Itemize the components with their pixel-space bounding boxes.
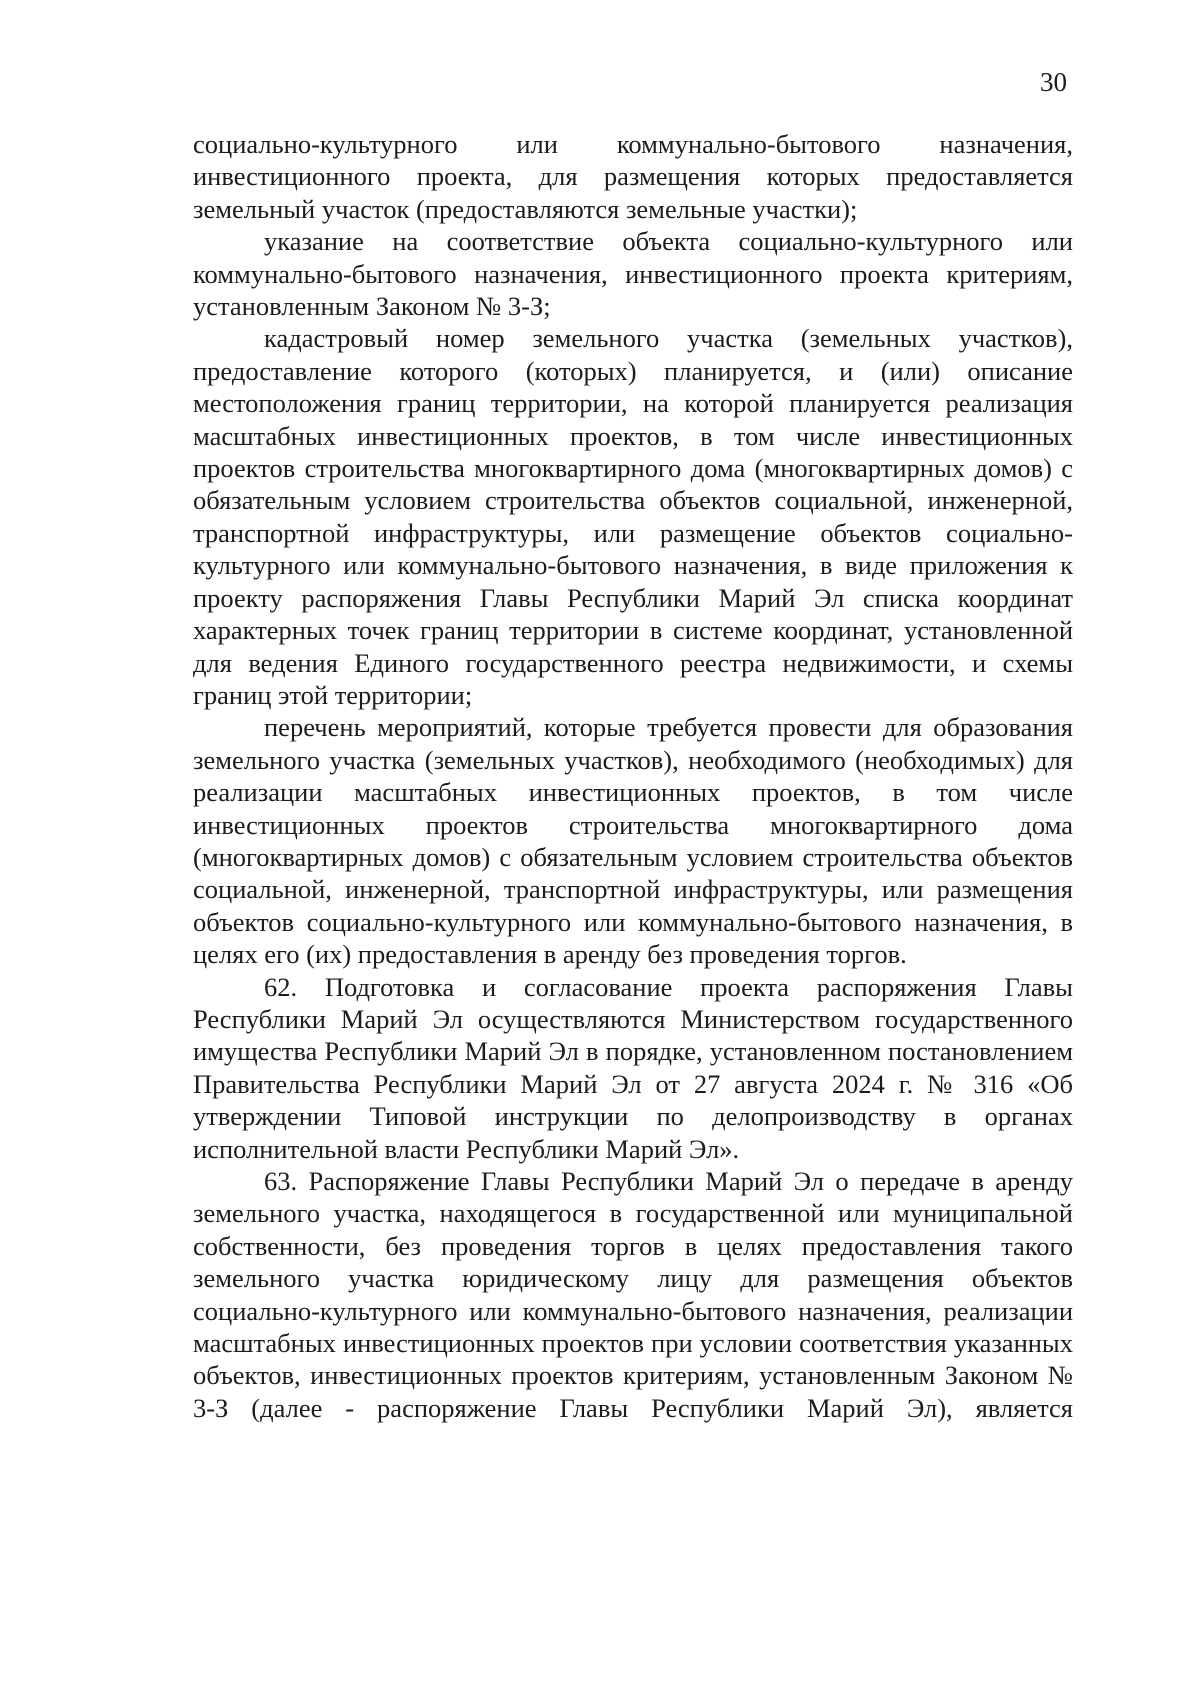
paragraph-cadastral-number: кадастровый номер земельного участка (земельных участков), предоставление которого (которых) планируется, и (или) описание местоположения границ территории, на которой планируется реализация масштабных инвестиционных проектов, в том числе инвестиционных проектов строительства многоквартирного дома (многоквартирных домов) с обязательным условием строительства объектов социальной, инженерной, транспортной инфраструктуры, или размещение объектов социально-культурного или коммунально-бытового назначения, в виде приложения к проекту распоряжения Главы Республики Марий Эл списка координат характерных точек границ территории в системе координат, установленной для ведения Единого государственного реестра недвижимости, и схемы границ этой территории; <box>193 323 1073 710</box>
paragraph-criteria-compliance: указание на соответствие объекта социально-культурного или коммунально-бытового назначения, инвестиционного проекта критериям, установленным Законом № 3-З; <box>193 226 1073 322</box>
page-number: 30 <box>1040 67 1067 97</box>
paragraph-purpose-continuation: социально-культурного или коммунально-бытового назначения, инвестиционного проекта, для размещения которых предоставляется земельный участок (предоставляются земельные участки); <box>193 129 1073 224</box>
paragraph-clause-63: 63. Распоряжение Главы Республики Марий Эл о передаче в аренду земельного участка, находящегося в государственной или муниципальной собственности, без проведения торгов в целях предоставления такого земельного участка юридическому лицу для размещения объектов социально-культурного или коммунально-бытового назначения, реализации масштабных инвестиционных проектов при условии соответствия указанных объектов, инвестиционных проектов критериям, установленным Законом № 3-З (далее - распоряжение Главы Республики Марий Эл), является <box>193 1166 1073 1423</box>
document-body <box>193 128 1073 1424</box>
paragraph-measures-list: перечень мероприятий, которые требуется провести для образования земельного участка (земельных участков), необходимого (необходимых) для реализации масштабных инвестиционных проектов, в том числе инвестиционных проектов строительства многоквартирного дома (многоквартирных домов) с обязательным условием строительства объектов социальной, инженерной, транспортной инфраструктуры, или размещения объектов социально-культурного или коммунально-бытового назначения, в целях его (их) предоставления в аренду без проведения торгов. <box>193 712 1073 970</box>
paragraph-clause-62: 62. Подготовка и согласование проекта распоряжения Главы Республики Марий Эл осуществляются Министерством государственного имущества Республики Марий Эл в порядке, установленном постановлением Правительства Республики Марий Эл от 27 августа 2024 г. № 316 «Об утверждении Типовой инструкции по делопроизводству в органах исполнительной власти Республики Марий Эл». <box>193 971 1073 1164</box>
